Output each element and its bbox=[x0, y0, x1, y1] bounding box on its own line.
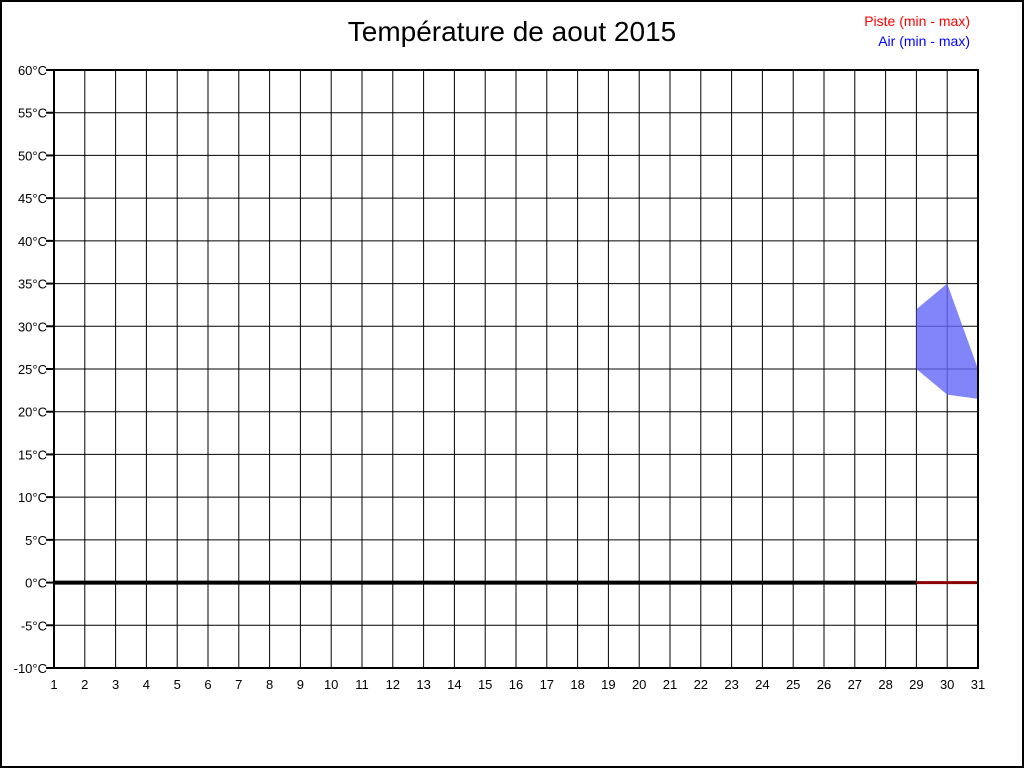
y-axis-labels bbox=[14, 63, 47, 676]
svg-text:31: 31 bbox=[970, 677, 986, 692]
svg-text:7: 7 bbox=[235, 677, 243, 692]
svg-text:17: 17 bbox=[539, 677, 555, 692]
svg-text:10°C: 10°C bbox=[17, 490, 47, 506]
svg-text:20: 20 bbox=[631, 677, 647, 692]
legend-piste: Piste (min - max) bbox=[864, 13, 970, 29]
gridlines bbox=[54, 70, 978, 668]
svg-text:23: 23 bbox=[724, 677, 739, 692]
svg-text:13: 13 bbox=[416, 677, 431, 692]
svg-text:40°C: 40°C bbox=[17, 233, 47, 249]
svg-text:3: 3 bbox=[111, 677, 120, 692]
chart-title: Température de aout 2015 bbox=[347, 16, 677, 47]
svg-text:5: 5 bbox=[173, 677, 181, 692]
svg-text:21: 21 bbox=[662, 677, 678, 692]
svg-text:1: 1 bbox=[50, 677, 58, 692]
svg-text:20°C: 20°C bbox=[17, 404, 47, 420]
svg-text:5°C: 5°C bbox=[25, 532, 47, 548]
svg-text:29: 29 bbox=[909, 677, 924, 692]
svg-text:-5°C: -5°C bbox=[20, 618, 47, 634]
svg-text:15°C: 15°C bbox=[17, 447, 47, 463]
svg-text:25: 25 bbox=[785, 677, 801, 692]
svg-text:11: 11 bbox=[355, 677, 369, 692]
svg-text:12: 12 bbox=[385, 677, 401, 692]
svg-text:10: 10 bbox=[323, 677, 339, 692]
y-axis-ticks bbox=[46, 70, 54, 668]
svg-text:26: 26 bbox=[816, 677, 832, 692]
svg-text:8: 8 bbox=[265, 677, 274, 692]
svg-text:0°C: 0°C bbox=[25, 575, 47, 591]
svg-text:-10°C: -10°C bbox=[13, 661, 47, 676]
svg-text:9: 9 bbox=[296, 677, 305, 692]
svg-text:4: 4 bbox=[142, 677, 151, 692]
svg-text:16: 16 bbox=[508, 677, 524, 692]
svg-text:24: 24 bbox=[755, 677, 770, 692]
svg-text:50°C: 50°C bbox=[17, 148, 47, 164]
svg-text:35°C: 35°C bbox=[17, 276, 47, 292]
svg-text:18: 18 bbox=[570, 677, 585, 692]
svg-text:22: 22 bbox=[693, 677, 709, 692]
svg-text:30°C: 30°C bbox=[17, 319, 47, 335]
svg-text:45°C: 45°C bbox=[17, 191, 47, 207]
svg-text:60°C: 60°C bbox=[17, 63, 47, 78]
svg-text:15: 15 bbox=[477, 677, 493, 692]
svg-text:28: 28 bbox=[878, 677, 893, 692]
legend-air: Air (min - max) bbox=[878, 33, 970, 49]
svg-text:6: 6 bbox=[204, 677, 212, 692]
svg-text:55°C: 55°C bbox=[17, 105, 47, 121]
svg-text:2: 2 bbox=[81, 677, 89, 692]
svg-text:30: 30 bbox=[939, 677, 955, 692]
temperature-chart bbox=[2, 2, 1024, 768]
x-axis-labels bbox=[50, 677, 985, 692]
air-minmax-area bbox=[916, 284, 978, 399]
svg-text:19: 19 bbox=[601, 677, 616, 692]
svg-text:27: 27 bbox=[847, 677, 863, 692]
svg-text:14: 14 bbox=[447, 677, 462, 692]
svg-text:25°C: 25°C bbox=[17, 362, 47, 377]
